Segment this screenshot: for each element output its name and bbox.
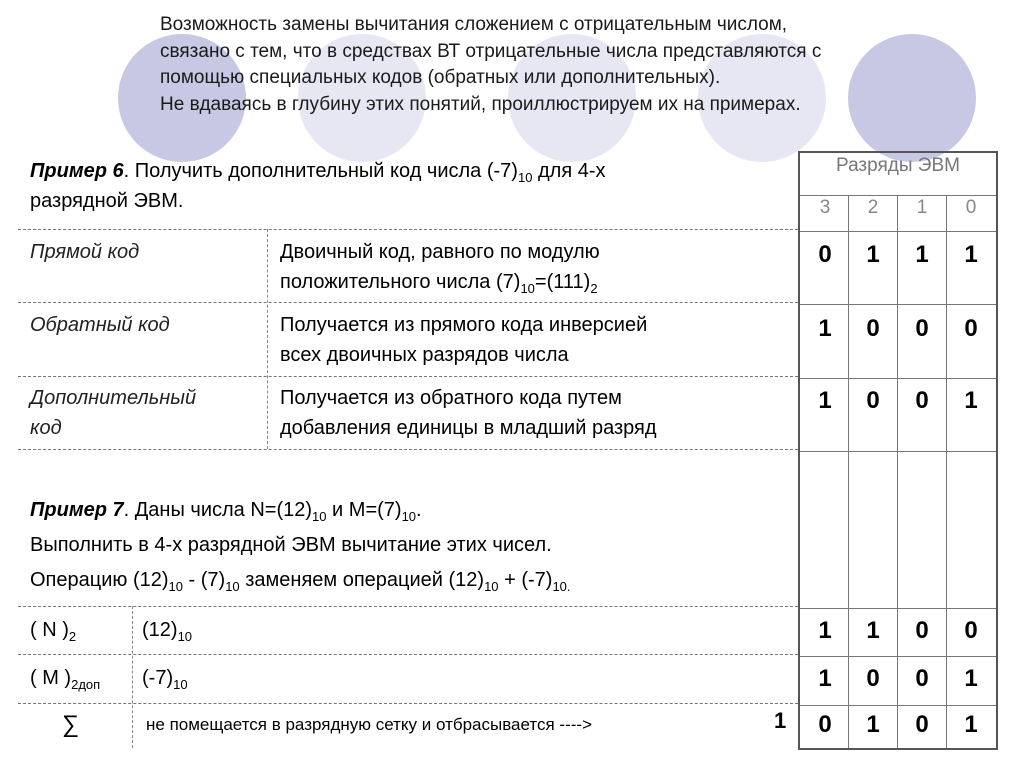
bit-cell: 1 — [818, 387, 832, 414]
op-name: ( N )$_2$ — [30, 619, 77, 644]
bit-index: 1 — [916, 197, 928, 218]
row-divider — [18, 703, 798, 704]
carry-bit: 1 — [774, 708, 787, 733]
row-divider — [18, 302, 798, 303]
bit-cell: 1 — [964, 241, 978, 268]
bit-cell: 0 — [915, 315, 929, 342]
example6-label: Пример 6 — [30, 160, 124, 182]
bit-cell: 0 — [915, 617, 929, 644]
sum-note: не помещается в разрядную сетку и отбрасывается ----> — [146, 715, 593, 734]
bit-cell: 0 — [915, 711, 929, 738]
bit-index: 0 — [965, 197, 977, 218]
row-divider — [18, 606, 798, 607]
bit-cell: 1 — [915, 241, 929, 268]
example6-heading — [30, 156, 790, 216]
example6-text: для 4-х — [532, 160, 606, 182]
row-divider — [18, 229, 798, 230]
row-name: Прямой код — [30, 241, 140, 263]
sum-symbol: ∑ — [62, 711, 80, 738]
bit-cell: 0 — [866, 387, 880, 414]
bit-cell: 0 — [866, 315, 880, 342]
bit-cell: 1 — [964, 387, 978, 414]
bit-cell: 0 — [915, 387, 929, 414]
bit-cell: 0 — [818, 241, 832, 268]
grid-header: Разряды ЭВМ — [836, 155, 960, 176]
row-name: код — [30, 417, 62, 439]
example6-text: . Получить дополнительный код числа (-7) — [123, 160, 518, 182]
row-description: Двоичный код, равного по модулю — [280, 241, 600, 263]
column-divider — [267, 229, 268, 449]
row-name: Обратный код — [30, 314, 170, 336]
example6-line2: разрядной ЭВМ. — [30, 190, 184, 212]
bit-cell: 0 — [964, 617, 978, 644]
row-description: Получается из прямого кода инверсией — [280, 314, 648, 336]
bit-cell: 1 — [866, 617, 880, 644]
grid-line — [800, 304, 996, 305]
grid-line — [800, 378, 996, 379]
row-name: Дополнительный — [30, 387, 197, 409]
bit-cell: 1 — [964, 665, 978, 692]
example7-block: Пример 7. Даны числа $N=(12)_{10}$ и $M=(7)_{10}$. Выполнить в 4-х разрядной ЭВМ вычитание этих чисел. Операцию $(12)_{10} - (7)_{10}$ заменяем операцией $(12)_{10} + (-7)_{10.}$ — [30, 495, 790, 595]
grid-line — [800, 656, 996, 657]
op-value: $(12)_{10}$ — [142, 619, 193, 644]
bit-cell: 0 — [818, 711, 832, 738]
intro-line: связано с тем, что в средствах ВТ отрицательные числа представляются с — [160, 40, 822, 62]
intro-line: Возможность замены вычитания сложением с отрицательным числом, — [160, 14, 788, 35]
register-grid — [798, 151, 998, 750]
bit-index: 3 — [819, 197, 831, 218]
bit-cell: 1 — [818, 665, 832, 692]
grid-line — [800, 608, 996, 609]
bit-cell: 0 — [915, 665, 929, 692]
intro-line: Не вдаваясь в глубину этих понятий, проиллюстрируем их на примерах. — [160, 93, 801, 115]
row-description: всех двоичных разрядов числа — [280, 344, 569, 366]
subscript: 10 — [517, 170, 533, 185]
bit-cell: 1 — [818, 617, 832, 644]
op-value: $(-7)_{10}$ — [142, 667, 188, 692]
column-divider — [132, 606, 133, 748]
bit-cell: 1 — [818, 315, 832, 342]
row-description: положительного числа $(7)_{10}=(111)_2$ — [280, 271, 598, 296]
example7-label: Пример 7 — [30, 499, 124, 521]
intro-line: помощью специальных кодов (обратных или дополнительных). — [160, 67, 721, 88]
row-description: добавления единицы в младший разряд — [280, 417, 657, 439]
bit-cell: 1 — [964, 711, 978, 738]
bit-cell: 1 — [866, 711, 880, 738]
bit-cell: 0 — [866, 665, 880, 692]
example7-line2: Выполнить в 4-х разрядной ЭВМ вычитание этих чисел. — [30, 534, 552, 556]
grid-line — [800, 451, 996, 452]
bit-cell: 1 — [866, 241, 880, 268]
grid-line — [800, 195, 996, 196]
grid-line — [800, 705, 996, 706]
row-divider — [18, 376, 798, 377]
row-divider — [18, 654, 798, 655]
op-name: ( M )$_{2доп}$ — [30, 667, 101, 692]
bit-index: 2 — [867, 197, 879, 218]
bit-cell: 0 — [964, 315, 978, 342]
row-divider — [18, 449, 798, 450]
grid-line — [800, 231, 996, 232]
intro-paragraph — [160, 12, 990, 118]
row-description: Получается из обратного кода путем — [280, 387, 622, 409]
example7-line3: Операцию $(12)_{10} - (7)_{10}$ заменяем операцией $(12)_{10} + (-7)_{10.}$ — [30, 569, 571, 594]
